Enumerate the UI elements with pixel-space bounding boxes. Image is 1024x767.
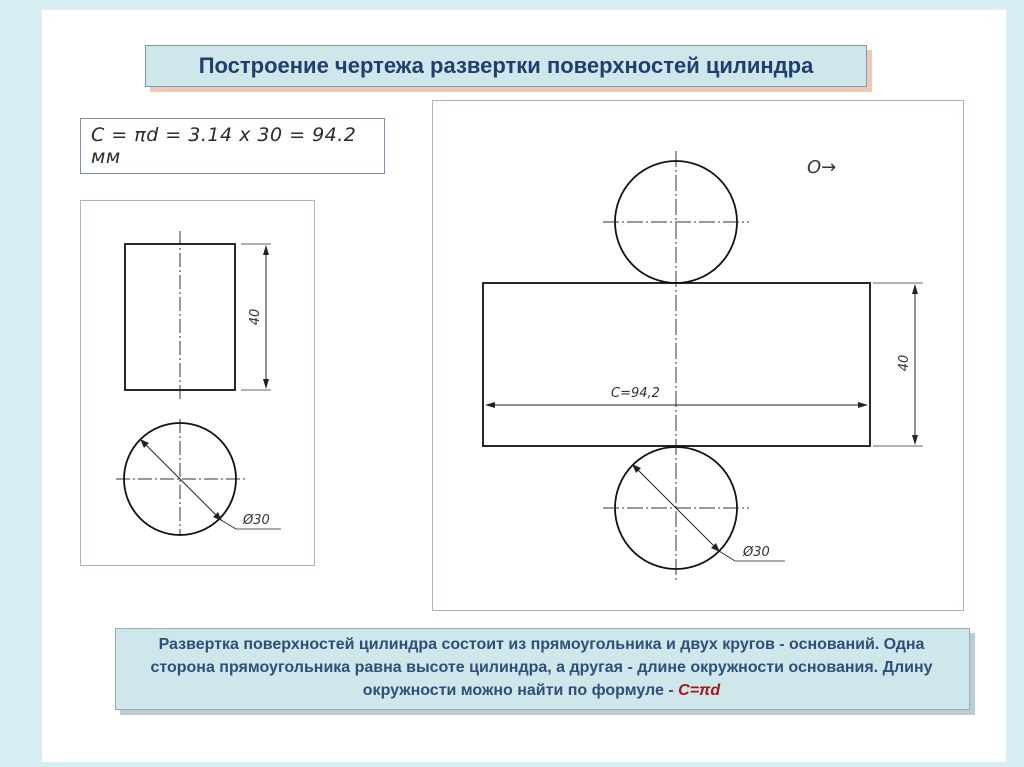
description-formula: C=πd	[678, 682, 721, 699]
circumference-label: C=94,2	[611, 386, 660, 401]
net-diameter-leader	[719, 551, 735, 561]
net-height-label: 40	[897, 354, 912, 372]
net-height-arrow-top	[912, 284, 918, 294]
diameter-dimension-line	[141, 440, 221, 520]
description-box	[115, 628, 970, 710]
diameter-label: Ø30	[243, 513, 270, 528]
cylinder-net-panel	[432, 100, 964, 611]
height-arrow-top	[263, 245, 269, 255]
formula-box: C = πd = 3.14 x 30 = 94.2 мм	[80, 118, 385, 174]
diameter-leader	[221, 520, 236, 529]
cylinder-net-drawing	[433, 101, 965, 612]
circumference-arrow-right	[858, 402, 868, 408]
circumference-arrow-left	[485, 402, 495, 408]
page-title: Построение чертежа развертки поверхностей цилиндра	[145, 45, 867, 87]
height-label: 40	[248, 308, 263, 326]
cylinder-projection-panel	[80, 200, 315, 566]
description-text: Развертка поверхностей цилиндра состоит из прямоугольника и двух кругов - оснований. Одна сторона прямоугольника равна высоте цилиндра, а другая - длине окружности основания. Длину окружности можно найти по формуле -	[150, 636, 933, 699]
cylinder-projection-drawing	[81, 201, 316, 567]
net-height-arrow-bottom	[912, 435, 918, 445]
rotation-symbol: O→	[807, 157, 837, 178]
net-diameter-label: Ø30	[743, 545, 770, 560]
height-arrow-bottom	[263, 379, 269, 389]
